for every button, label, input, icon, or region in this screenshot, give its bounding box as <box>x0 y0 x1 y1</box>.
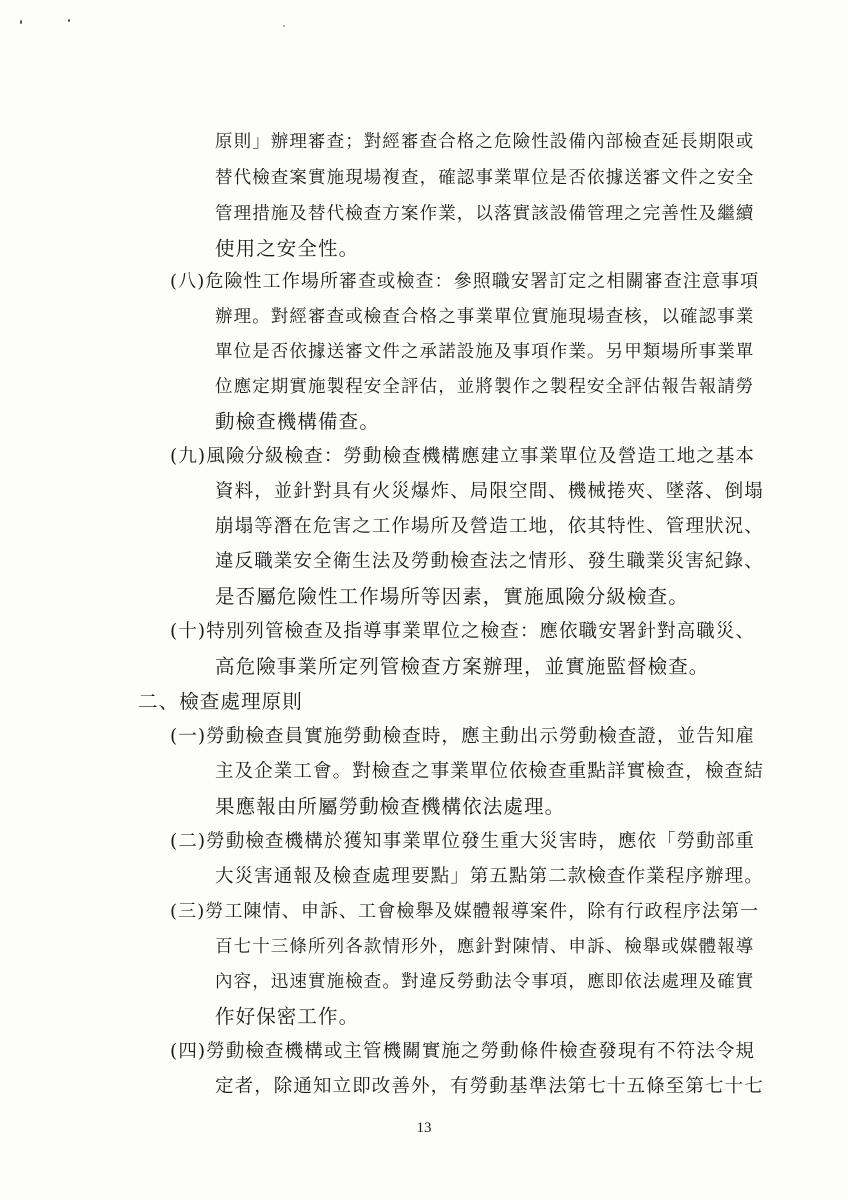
text-line: 大災害通報及檢查處理要點」第五點第二款檢查作業程序辦理。 <box>215 866 764 887</box>
text-line: 定者，除通知立即改善外，有勞動基準法第七十五條至第七十七 <box>215 1076 764 1097</box>
text-line: 管理措施及替代檢查方案作業，以落實該設備管理之完善性及繼續 <box>215 204 755 224</box>
section-heading: 二、檢查處理原則 <box>138 690 303 713</box>
text-line: 單位是否依據送審文件之承諾設施及事項作業。另甲類場所事業單 <box>215 342 755 362</box>
text-line: 高危險事業所定列管檢查方案辦理，並實施監督檢查。 <box>215 655 710 678</box>
principle-item-3: (三)勞工陳情、申訴、工會檢舉及媒體報導案件，除有行政程序法第一 <box>170 901 760 922</box>
principle-item-2: (二)勞動檢查機構於獲知事業單位發生重大災害時，應依「勞動部重 <box>170 831 756 852</box>
section-item-10: (十)特別列管檢查及指導事業單位之檢查：應依職安署針對高職災、 <box>170 621 756 642</box>
scan-speck <box>283 25 285 27</box>
page-number: 13 <box>416 1120 432 1136</box>
text-line: 果應報由所屬勞動檢查機構依法處理。 <box>215 795 566 818</box>
text-line: 替代檢查案實施現場複查，確認事業單位是否依據送審文件之安全 <box>215 168 755 188</box>
text-line: 使用之安全性。 <box>215 237 360 260</box>
text-line: 作好保密工作。 <box>215 1005 360 1028</box>
section-item-9: (九)風險分級檢查：勞動檢查機構應建立事業單位及營造工地之基本 <box>170 446 756 467</box>
text-line: 崩塌等潛在危害之工作場所及營造工地，依其特性、管理狀況、 <box>215 516 764 537</box>
principle-item-4: (四)勞動檢查機構或主管機關實施之勞動條件檢查發現有不符法令規 <box>170 1041 756 1062</box>
text-line: 動檢查機構備查。 <box>215 410 380 433</box>
text-line: 資料，並針對具有火災爆炸、局限空間、機械捲夾、墜落、倒塌 <box>215 481 764 502</box>
principle-item-1: (一)勞動檢查員實施勞動檢查時，應主動出示勞動檢查證，並告知雇 <box>170 726 756 747</box>
text-line: 違反職業安全衛生法及勞動檢查法之情形、發生職業災害紀錄、 <box>215 551 764 572</box>
scan-speck <box>68 19 70 22</box>
text-line: 百七十三條所列各款情形外，應針對陳情、申訴、檢舉或媒體報導 <box>215 937 755 957</box>
text-line: 位應定期實施製程安全評估，並將製作之製程安全評估報告報請勞 <box>215 377 755 397</box>
text-line: 辦理。對經審查或檢查合格之事業單位實施現場查核，以確認事業 <box>215 307 755 327</box>
text-line: 是否屬危險性工作場所等因素，實施風險分級檢查。 <box>215 585 689 608</box>
text-line: 原則」辦理審查；對經審查合格之危險性設備內部檢查延長期限或 <box>215 132 755 152</box>
section-item-8: (八)危險性工作場所審查或檢查：參照職安署訂定之相關審查注意事項 <box>170 271 760 292</box>
text-line: 內容，迅速實施檢查。對違反勞動法令事項，應即依法處理及確實 <box>215 972 755 992</box>
text-line: 主及企業工會。對檢查之事業單位依檢查重點詳實檢查，檢查結 <box>215 761 764 782</box>
scan-speck <box>20 20 22 24</box>
